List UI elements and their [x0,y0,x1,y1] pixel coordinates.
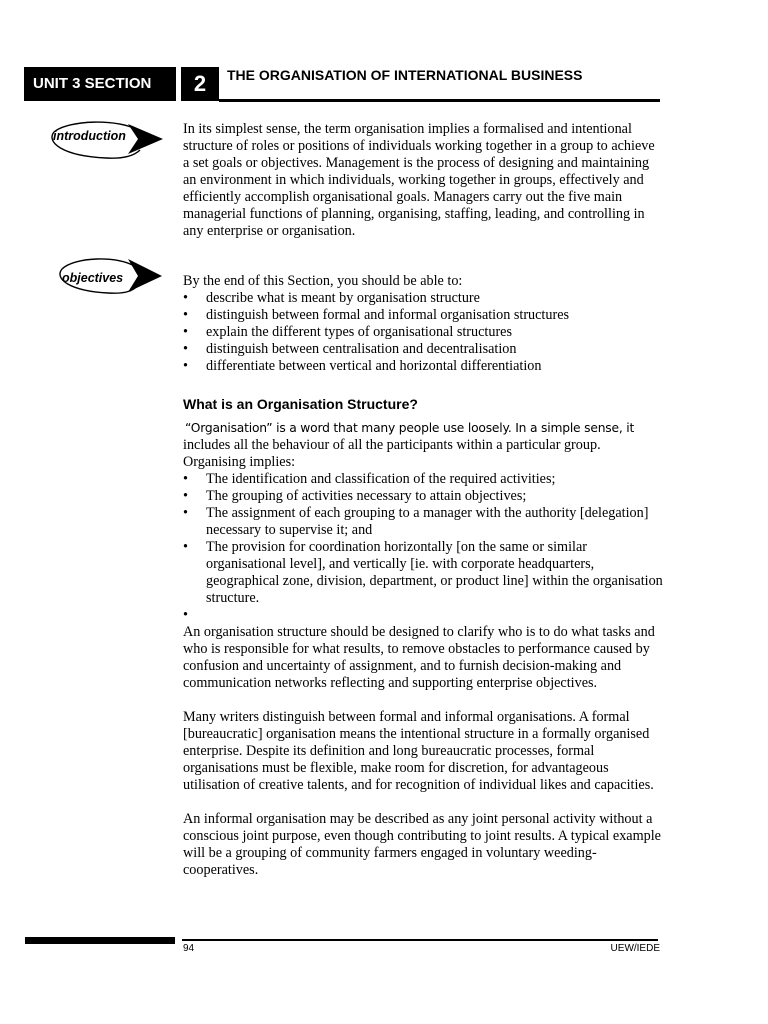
footer-rule [182,939,658,941]
list-item: • The assignment of each grouping to a manager with the authority [delegation] necessary to supervise it; and [183,505,663,539]
list-item [183,607,663,624]
organising-list [183,471,663,624]
list-item: • distinguish between centralisation and decentralisation [183,341,663,358]
paragraph-informal: An informal organisation may be described as any joint personal activity without a conscious joint purpose, even though contributing to joint results. A typical example will be a grouping of community farmers engaged in voluntary weeding-cooperatives. [183,811,661,878]
objectives-lead: By the end of this Section, you should be able to: [183,273,463,289]
handwritten-line: “Organisation” is a word that many people use loosely. In a simple sense, it [185,421,635,435]
footer-code: UEW/IEDE [610,943,660,954]
structure-section [183,420,663,879]
intro-paragraph: In its simplest sense, the term organisation implies a formalised and intentional structure of roles or positions of individuals working together in a group to achieve a set goals or objectives. Management is the process of designing and maintaining an environment in which individuals, working together in groups, effectively and efficiently accomplish organisational goals. Managers carry out the five main managerial functions of planning, organising, staffing, leading, and controlling in any enterprise or organisation. [183,121,655,239]
page-number: 94 [183,943,195,954]
section-number: 2 [181,67,219,101]
objectives-list [183,290,663,375]
footer-bar [25,937,175,944]
list-item: • The grouping of activities necessary to attain objectives; [183,488,663,505]
objectives-marker [56,255,166,299]
section-heading: What is an Organisation Structure? [183,396,418,412]
list-item: • The identification and classification of the required activities; [183,471,663,488]
list-item: • differentiate between vertical and horizontal differentiation [183,358,663,375]
paragraph-structure-purpose: An organisation structure should be designed to clarify who is to do what tasks and who is responsible for what results, to remove obstacles to performance caused by confusion and uncertainty of assignment, and to furnish decision-making and communication networks reflecting and supporting enterprise objectives. [183,624,655,691]
introduction-label: introduction [53,129,126,143]
title-rule [219,99,660,102]
paragraph-formal-informal: Many writers distinguish between formal and informal organisations. A formal [bureaucratic] organisation means the intentional structure in a formally organised enterprise. Despite its definition and long bureaucratic processes, formal organisations must be flexible, make room for discretion, for advantageous utilisation of creative talents, and for recognition of individual likes and capacities. [183,709,654,793]
list-item: • The provision for coordination horizontally [on the same or similar organisational level], and vertically [ie. with corporate headquarters, geographical zone, division, department, or product line] within the organisation structure. [183,539,663,607]
list-item: • describe what is meant by organisation structure [183,290,663,307]
section-title: THE ORGANISATION OF INTERNATIONAL BUSINESS [227,67,583,83]
unit-section-label: UNIT 3 SECTION [24,67,176,101]
list-item: • explain the different types of organisational structures [183,324,663,341]
objectives-section [183,273,663,375]
objectives-label: objectives [62,271,124,285]
list-item: • distinguish between formal and informal organisation structures [183,307,663,324]
intro-section [183,121,663,240]
introduction-marker [48,120,166,164]
structure-continuation: includes all the behaviour of all the participants within a particular group. Organising implies: [183,437,601,470]
